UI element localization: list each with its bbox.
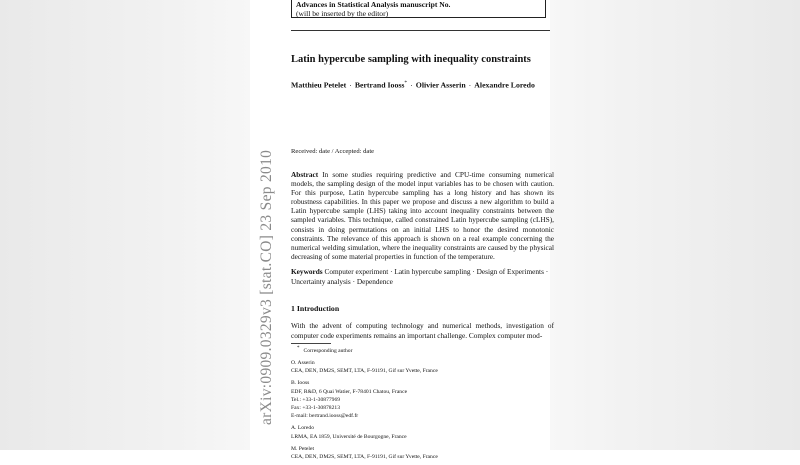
right-margin-background [550,0,800,450]
abstract-text: In some studies requiring predictive and CPU-time consuming numerical models, the sampling design of the model input variables has to be chosen with caution. For this purpose, Latin hypercube sampling has a long history and has shown its robustness capabilities. In this paper we propose and discuss a new algorithm to build a Latin hypercube sample (LHS) taking into account inequality constraints between the sampled variables. This technique, called constrained Latin hypercube sampling (cLHS), consists in doing permutations on an initial LHS to honor the desired monotonic constraints. The relevance of this approach is shown on a real example concerning the numerical welding simulation, where the inequality constraints are caused by the physical decreasing of some material properties in function of the temperature. [291,170,554,261]
author-separator: · [468,80,472,90]
intro-paragraph: With the advent of computing technology and numerical methods, investigation of computer code experiments remains an important challenge. Complex computer mod- [291,321,554,340]
footnote-mark: * [297,346,300,351]
footnote-rule [291,343,331,344]
left-margin-background [0,0,250,450]
affiliation-email: E-mail: bertrand.iooss@edf.fr [291,413,359,420]
keywords-text: Computer experiment · Latin hypercube sampling · Design of Experiments · Uncertainty analysis · Dependence [291,267,549,286]
affiliation [291,379,550,420]
manuscript-header-box [291,0,546,18]
abstract-label: Abstract [291,170,319,179]
author-name: Olivier Asserin [415,80,466,90]
author-name: Bertrand Iooss [354,80,405,90]
affiliation [291,359,550,375]
keywords-label: Keywords [291,267,323,276]
corresponding-mark: * [404,80,408,86]
affiliation-line: EDF, R&D, 6 Quai Watier, F-78401 Chatou, France [291,388,408,395]
manuscript-note: (will be inserted by the editor) [296,9,389,18]
abstract [291,170,554,261]
affiliation-line: LRMA, EA 1859, Université de Bourgogne, France [291,433,407,440]
manuscript-title: Advances in Statistical Analysis manuscript No. [296,0,451,9]
author-list [291,78,550,91]
author-separator: · [410,80,413,90]
received-date: Received: date / Accepted: date [291,148,375,155]
header-rule [291,30,550,31]
affiliation-name: B. Iooss [291,380,310,387]
paper-title: Latin hypercube sampling with inequality constraints [291,54,531,65]
paper-page [250,0,554,461]
affiliation-name: M. Petelet [291,445,314,452]
author-name: Matthieu Petelet [291,80,347,90]
affiliation-line: Fax: +33-1-30878213 [291,405,340,412]
author-separator: · [349,80,352,90]
footnote [297,346,352,354]
affiliation-line: Tel.: +33-1-30877969 [291,396,341,403]
footnote-text: Corresponding author [303,347,353,354]
author-name: Alexandre Loredo [474,80,535,90]
arxiv-stamp: arXiv:0909.0329v3 [stat.CO] 23 Sep 2010 [258,149,275,425]
affiliation-name: O. Asserin [291,360,315,366]
affiliation [291,445,550,461]
section-heading: 1 Introduction [291,304,340,313]
affiliation-line: CEA, DEN, DM2S, SEMT, LTA, F-91191, Gif sur Yvette, France [291,368,438,375]
affiliation-name: A. Loredo [291,425,314,432]
affiliation-line: CEA, DEN, DM2S, SEMT, LTA, F-91191, Gif sur Yvette, France [291,454,438,461]
keywords [291,267,554,286]
affiliations [291,359,550,465]
affiliation [291,424,550,440]
